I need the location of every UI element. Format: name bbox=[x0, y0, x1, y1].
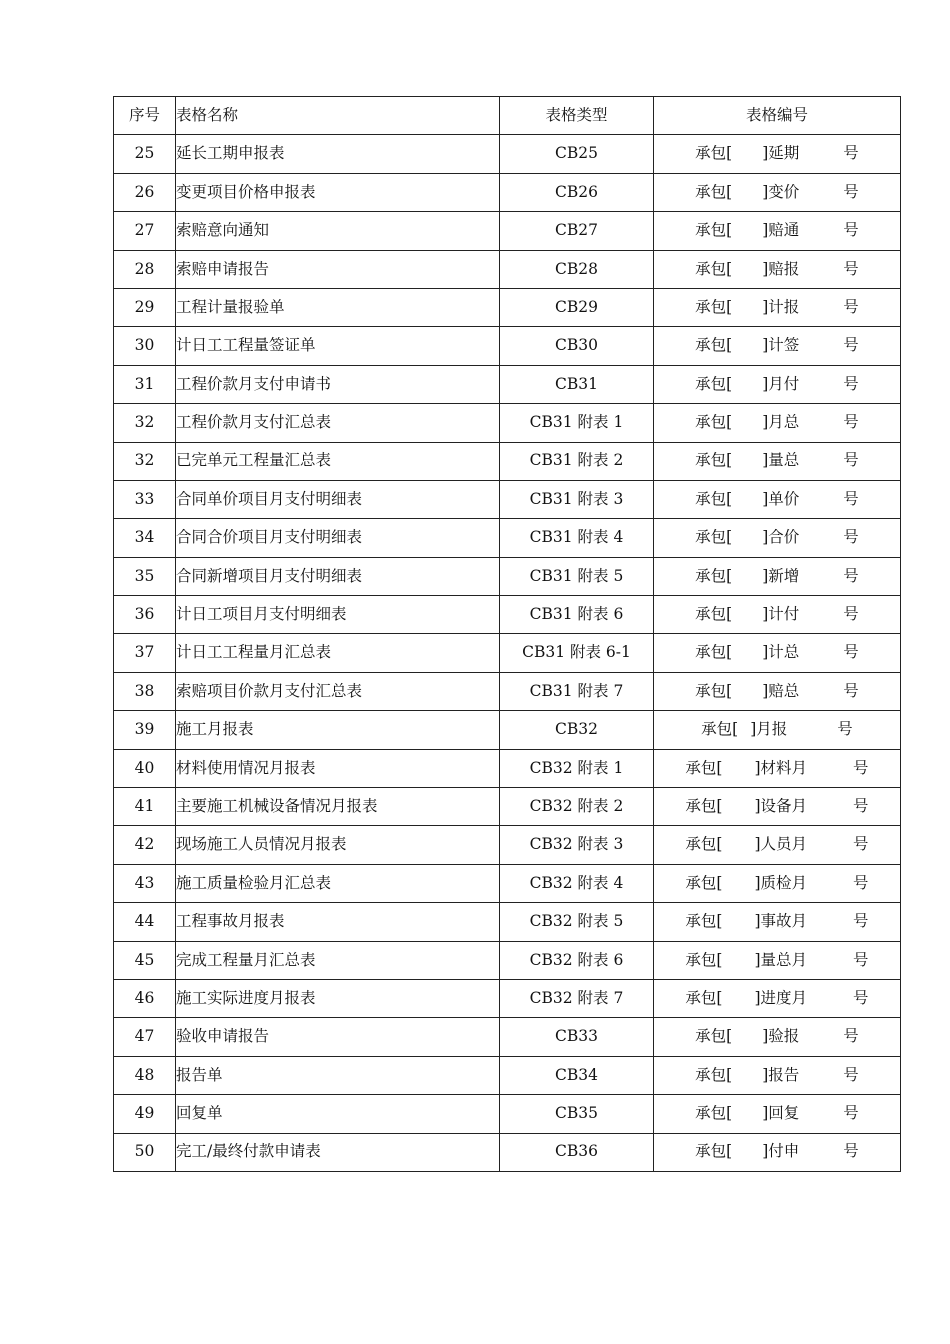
code-prefix: 承包[ bbox=[695, 528, 733, 547]
cell-name: 现场施工人员情况月报表 bbox=[176, 826, 500, 864]
cell-name: 合同单价项目月支付明细表 bbox=[176, 480, 500, 518]
cell-name: 完成工程量月汇总表 bbox=[176, 941, 500, 979]
table-row bbox=[114, 288, 901, 326]
table-row bbox=[114, 634, 901, 672]
cell-name: 主要施工机械设备情况月报表 bbox=[176, 788, 500, 826]
code-category: ]报告 bbox=[762, 1065, 800, 1084]
cell-type: CB32 附表 6 bbox=[500, 941, 654, 979]
cell-type: CB31 附表 4 bbox=[500, 519, 654, 557]
cell-seq: 35 bbox=[114, 557, 176, 595]
code-category: ]回复 bbox=[762, 1104, 800, 1123]
cell-name: 计日工工程量月汇总表 bbox=[176, 634, 500, 672]
code-prefix: 承包[ bbox=[695, 489, 733, 508]
cell-type: CB31 附表 5 bbox=[500, 557, 654, 595]
code-suffix: 号 bbox=[843, 1065, 859, 1084]
cell-seq: 31 bbox=[114, 365, 176, 403]
code-prefix: 承包[ bbox=[701, 720, 739, 739]
cell-seq: 49 bbox=[114, 1095, 176, 1133]
code-prefix: 承包[ bbox=[695, 1142, 733, 1161]
code-suffix: 号 bbox=[853, 796, 869, 815]
code-template bbox=[695, 489, 859, 508]
cell-name: 施工月报表 bbox=[176, 711, 500, 749]
cell-code bbox=[654, 173, 901, 211]
table-row bbox=[114, 672, 901, 710]
cell-code bbox=[654, 1095, 901, 1133]
cell-seq: 28 bbox=[114, 250, 176, 288]
cell-type: CB31 附表 2 bbox=[500, 442, 654, 480]
code-category: ]进度月 bbox=[754, 988, 808, 1007]
cell-name: 延长工期申报表 bbox=[176, 135, 500, 173]
code-prefix: 承包[ bbox=[685, 950, 723, 969]
code-template bbox=[685, 914, 868, 930]
code-prefix: 承包[ bbox=[695, 259, 733, 278]
cell-seq: 45 bbox=[114, 941, 176, 979]
code-template bbox=[685, 988, 869, 1007]
cell-code bbox=[654, 634, 901, 672]
code-prefix: 承包[ bbox=[685, 796, 723, 815]
code-template bbox=[695, 566, 859, 585]
code-suffix: 号 bbox=[853, 758, 869, 777]
cell-name: 计日工项目月支付明细表 bbox=[176, 596, 500, 634]
code-prefix: 承包[ bbox=[685, 988, 723, 1007]
code-prefix: 承包[ bbox=[695, 336, 733, 355]
code-suffix: 号 bbox=[843, 336, 859, 355]
cell-code bbox=[654, 979, 901, 1017]
code-template bbox=[695, 146, 859, 162]
cell-type: CB32 附表 1 bbox=[500, 749, 654, 787]
cell-type: CB32 附表 3 bbox=[500, 826, 654, 864]
code-category: ]事故月 bbox=[754, 912, 808, 931]
cell-name: 施工质量检验月汇总表 bbox=[176, 864, 500, 902]
cell-seq: 42 bbox=[114, 826, 176, 864]
code-suffix: 号 bbox=[843, 528, 859, 547]
cell-type: CB34 bbox=[500, 1056, 654, 1094]
table-row bbox=[114, 826, 901, 864]
cell-seq: 41 bbox=[114, 788, 176, 826]
cell-type: CB26 bbox=[500, 173, 654, 211]
table-row bbox=[114, 864, 901, 902]
cell-name: 已完单元工程量汇总表 bbox=[176, 442, 500, 480]
cell-code bbox=[654, 596, 901, 634]
table-row bbox=[114, 749, 901, 787]
table-row bbox=[114, 1095, 901, 1133]
cell-type: CB31 附表 6 bbox=[500, 596, 654, 634]
forms-index-table bbox=[113, 96, 901, 1172]
code-template bbox=[695, 645, 859, 661]
table-row bbox=[114, 1018, 901, 1056]
code-template bbox=[685, 758, 869, 777]
cell-type: CB29 bbox=[500, 288, 654, 326]
code-category: ]月付 bbox=[762, 374, 800, 393]
cell-name: 工程价款月支付汇总表 bbox=[176, 404, 500, 442]
cell-type: CB31 bbox=[500, 365, 654, 403]
code-prefix: 承包[ bbox=[695, 681, 733, 700]
code-prefix: 承包[ bbox=[695, 566, 733, 585]
code-template bbox=[695, 1144, 859, 1160]
code-suffix: 号 bbox=[843, 489, 859, 508]
cell-name: 完工/最终付款申请表 bbox=[176, 1133, 500, 1171]
cell-name: 工程事故月报表 bbox=[176, 903, 500, 941]
header-type: 表格类型 bbox=[500, 97, 654, 135]
cell-code bbox=[654, 250, 901, 288]
cell-seq: 36 bbox=[114, 596, 176, 634]
code-template bbox=[695, 297, 859, 316]
cell-type: CB27 bbox=[500, 212, 654, 250]
cell-name: 验收申请报告 bbox=[176, 1018, 500, 1056]
cell-type: CB25 bbox=[500, 135, 654, 173]
table-row bbox=[114, 1133, 901, 1171]
code-template bbox=[695, 338, 859, 354]
code-suffix: 号 bbox=[843, 1142, 859, 1161]
code-suffix: 号 bbox=[843, 605, 859, 624]
cell-name: 索赔项目价款月支付汇总表 bbox=[176, 672, 500, 710]
code-template bbox=[685, 950, 869, 969]
table-row bbox=[114, 480, 901, 518]
table-row bbox=[114, 903, 901, 941]
cell-code bbox=[654, 826, 901, 864]
code-category: ]延期 bbox=[762, 144, 800, 163]
cell-seq: 26 bbox=[114, 173, 176, 211]
code-prefix: 承包[ bbox=[695, 221, 733, 240]
cell-seq: 27 bbox=[114, 212, 176, 250]
code-suffix: 号 bbox=[843, 451, 859, 470]
code-suffix: 号 bbox=[853, 912, 869, 931]
code-prefix: 承包[ bbox=[695, 144, 733, 163]
code-category: ]赔通 bbox=[762, 221, 800, 240]
cell-code bbox=[654, 788, 901, 826]
code-suffix: 号 bbox=[837, 720, 853, 739]
code-suffix: 号 bbox=[843, 259, 859, 278]
code-suffix: 号 bbox=[843, 413, 859, 432]
table-row bbox=[114, 212, 901, 250]
code-prefix: 承包[ bbox=[685, 758, 723, 777]
code-suffix: 号 bbox=[843, 144, 859, 163]
code-template bbox=[695, 259, 859, 278]
cell-type: CB32 bbox=[500, 711, 654, 749]
cell-code bbox=[654, 941, 901, 979]
cell-type: CB33 bbox=[500, 1018, 654, 1056]
code-category: ]付申 bbox=[762, 1142, 800, 1161]
cell-name: 报告单 bbox=[176, 1056, 500, 1094]
cell-type: CB31 附表 6-1 bbox=[500, 634, 654, 672]
cell-name: 合同新增项目月支付明细表 bbox=[176, 557, 500, 595]
code-prefix: 承包[ bbox=[695, 297, 733, 316]
table-row bbox=[114, 788, 901, 826]
cell-code bbox=[654, 288, 901, 326]
code-suffix: 号 bbox=[843, 566, 859, 585]
cell-name: 工程计量报验单 bbox=[176, 288, 500, 326]
table-row bbox=[114, 941, 901, 979]
cell-name: 合同合价项目月支付明细表 bbox=[176, 519, 500, 557]
cell-name: 回复单 bbox=[176, 1095, 500, 1133]
cell-seq: 37 bbox=[114, 634, 176, 672]
cell-seq: 30 bbox=[114, 327, 176, 365]
cell-code bbox=[654, 711, 901, 749]
code-prefix: 承包[ bbox=[695, 182, 733, 201]
code-template bbox=[695, 223, 859, 239]
cell-name: 索赔意向通知 bbox=[176, 212, 500, 250]
cell-code bbox=[654, 480, 901, 518]
cell-code bbox=[654, 557, 901, 595]
code-template bbox=[685, 796, 869, 815]
cell-name: 材料使用情况月报表 bbox=[176, 749, 500, 787]
code-category: ]赔报 bbox=[762, 259, 800, 278]
code-template bbox=[695, 1106, 859, 1122]
cell-code bbox=[654, 365, 901, 403]
code-template bbox=[695, 681, 859, 700]
code-suffix: 号 bbox=[843, 1027, 859, 1046]
cell-type: CB32 附表 7 bbox=[500, 979, 654, 1017]
code-suffix: 号 bbox=[843, 182, 859, 201]
cell-seq: 29 bbox=[114, 288, 176, 326]
code-suffix: 号 bbox=[843, 681, 859, 700]
cell-code bbox=[654, 749, 901, 787]
header-seq: 序号 bbox=[114, 97, 176, 135]
code-prefix: 承包[ bbox=[695, 1065, 733, 1084]
code-suffix: 号 bbox=[843, 643, 859, 662]
table-row bbox=[114, 173, 901, 211]
table-row bbox=[114, 135, 901, 173]
code-category: ]计签 bbox=[762, 336, 800, 355]
table-row bbox=[114, 979, 901, 1017]
cell-code bbox=[654, 519, 901, 557]
table-row bbox=[114, 404, 901, 442]
code-template bbox=[685, 873, 869, 892]
code-template bbox=[701, 722, 853, 738]
table-row bbox=[114, 1056, 901, 1094]
code-template bbox=[695, 182, 859, 201]
code-prefix: 承包[ bbox=[685, 835, 723, 854]
cell-seq: 34 bbox=[114, 519, 176, 557]
code-category: ]新增 bbox=[762, 566, 800, 585]
cell-type: CB31 附表 1 bbox=[500, 404, 654, 442]
cell-code bbox=[654, 672, 901, 710]
code-prefix: 承包[ bbox=[695, 643, 733, 662]
cell-seq: 38 bbox=[114, 672, 176, 710]
cell-seq: 32 bbox=[114, 442, 176, 480]
table-row bbox=[114, 327, 901, 365]
code-category: ]质检月 bbox=[754, 873, 808, 892]
code-category: ]设备月 bbox=[754, 796, 808, 815]
code-template bbox=[695, 530, 859, 546]
table-row bbox=[114, 250, 901, 288]
code-suffix: 号 bbox=[853, 835, 869, 854]
code-suffix: 号 bbox=[843, 374, 859, 393]
cell-seq: 50 bbox=[114, 1133, 176, 1171]
cell-seq: 39 bbox=[114, 711, 176, 749]
code-category: ]变价 bbox=[762, 182, 800, 201]
header-name: 表格名称 bbox=[176, 97, 500, 135]
cell-seq: 25 bbox=[114, 135, 176, 173]
code-prefix: 承包[ bbox=[695, 1104, 733, 1123]
code-suffix: 号 bbox=[843, 221, 859, 240]
table-row bbox=[114, 365, 901, 403]
code-category: ]计报 bbox=[762, 297, 800, 316]
code-category: ]月报 bbox=[750, 720, 788, 739]
code-suffix: 号 bbox=[853, 988, 869, 1007]
cell-name: 施工实际进度月报表 bbox=[176, 979, 500, 1017]
code-suffix: 号 bbox=[853, 950, 869, 969]
code-template bbox=[685, 837, 868, 853]
code-template bbox=[695, 453, 859, 469]
code-category: ]材料月 bbox=[754, 758, 808, 777]
code-category: ]计付 bbox=[762, 605, 800, 624]
cell-type: CB32 附表 5 bbox=[500, 903, 654, 941]
code-prefix: 承包[ bbox=[685, 873, 723, 892]
code-category: ]月总 bbox=[762, 413, 800, 432]
code-template bbox=[695, 1065, 859, 1084]
code-template bbox=[695, 415, 859, 431]
code-suffix: 号 bbox=[853, 873, 869, 892]
cell-code bbox=[654, 442, 901, 480]
table-header-row bbox=[114, 97, 901, 135]
code-prefix: 承包[ bbox=[695, 413, 733, 432]
cell-code bbox=[654, 404, 901, 442]
cell-code bbox=[654, 903, 901, 941]
cell-code bbox=[654, 1018, 901, 1056]
code-category: ]赔总 bbox=[762, 681, 800, 700]
cell-seq: 33 bbox=[114, 480, 176, 518]
cell-code bbox=[654, 1056, 901, 1094]
cell-type: CB31 附表 7 bbox=[500, 672, 654, 710]
code-category: ]量总 bbox=[762, 451, 800, 470]
code-category: ]计总 bbox=[762, 643, 800, 662]
header-code: 表格编号 bbox=[654, 97, 901, 135]
cell-code bbox=[654, 864, 901, 902]
cell-name: 索赔申请报告 bbox=[176, 250, 500, 288]
code-suffix: 号 bbox=[843, 297, 859, 316]
table-row bbox=[114, 519, 901, 557]
cell-code bbox=[654, 135, 901, 173]
cell-name: 变更项目价格申报表 bbox=[176, 173, 500, 211]
table-row bbox=[114, 596, 901, 634]
cell-type: CB30 bbox=[500, 327, 654, 365]
code-prefix: 承包[ bbox=[695, 451, 733, 470]
cell-name: 计日工工程量签证单 bbox=[176, 327, 500, 365]
cell-type: CB32 附表 4 bbox=[500, 864, 654, 902]
cell-type: CB31 附表 3 bbox=[500, 480, 654, 518]
cell-seq: 44 bbox=[114, 903, 176, 941]
cell-name: 工程价款月支付申请书 bbox=[176, 365, 500, 403]
table-row bbox=[114, 557, 901, 595]
cell-seq: 47 bbox=[114, 1018, 176, 1056]
code-category: ]量总月 bbox=[754, 950, 808, 969]
code-prefix: 承包[ bbox=[695, 605, 733, 624]
code-suffix: 号 bbox=[843, 1104, 859, 1123]
code-prefix: 承包[ bbox=[695, 374, 733, 393]
cell-code bbox=[654, 212, 901, 250]
cell-code bbox=[654, 327, 901, 365]
cell-type: CB32 附表 2 bbox=[500, 788, 654, 826]
cell-type: CB36 bbox=[500, 1133, 654, 1171]
code-template bbox=[695, 607, 859, 623]
code-category: ]合价 bbox=[762, 528, 800, 547]
table-row bbox=[114, 442, 901, 480]
cell-seq: 40 bbox=[114, 749, 176, 787]
cell-code bbox=[654, 1133, 901, 1171]
code-template bbox=[695, 1029, 859, 1045]
code-category: ]验报 bbox=[762, 1027, 800, 1046]
code-prefix: 承包[ bbox=[685, 912, 723, 931]
code-template bbox=[695, 374, 859, 393]
code-category: ]人员月 bbox=[754, 835, 808, 854]
cell-seq: 48 bbox=[114, 1056, 176, 1094]
cell-seq: 32 bbox=[114, 404, 176, 442]
code-category: ]单价 bbox=[762, 489, 800, 508]
cell-type: CB35 bbox=[500, 1095, 654, 1133]
cell-seq: 46 bbox=[114, 979, 176, 1017]
code-prefix: 承包[ bbox=[695, 1027, 733, 1046]
cell-type: CB28 bbox=[500, 250, 654, 288]
cell-seq: 43 bbox=[114, 864, 176, 902]
table-row bbox=[114, 711, 901, 749]
